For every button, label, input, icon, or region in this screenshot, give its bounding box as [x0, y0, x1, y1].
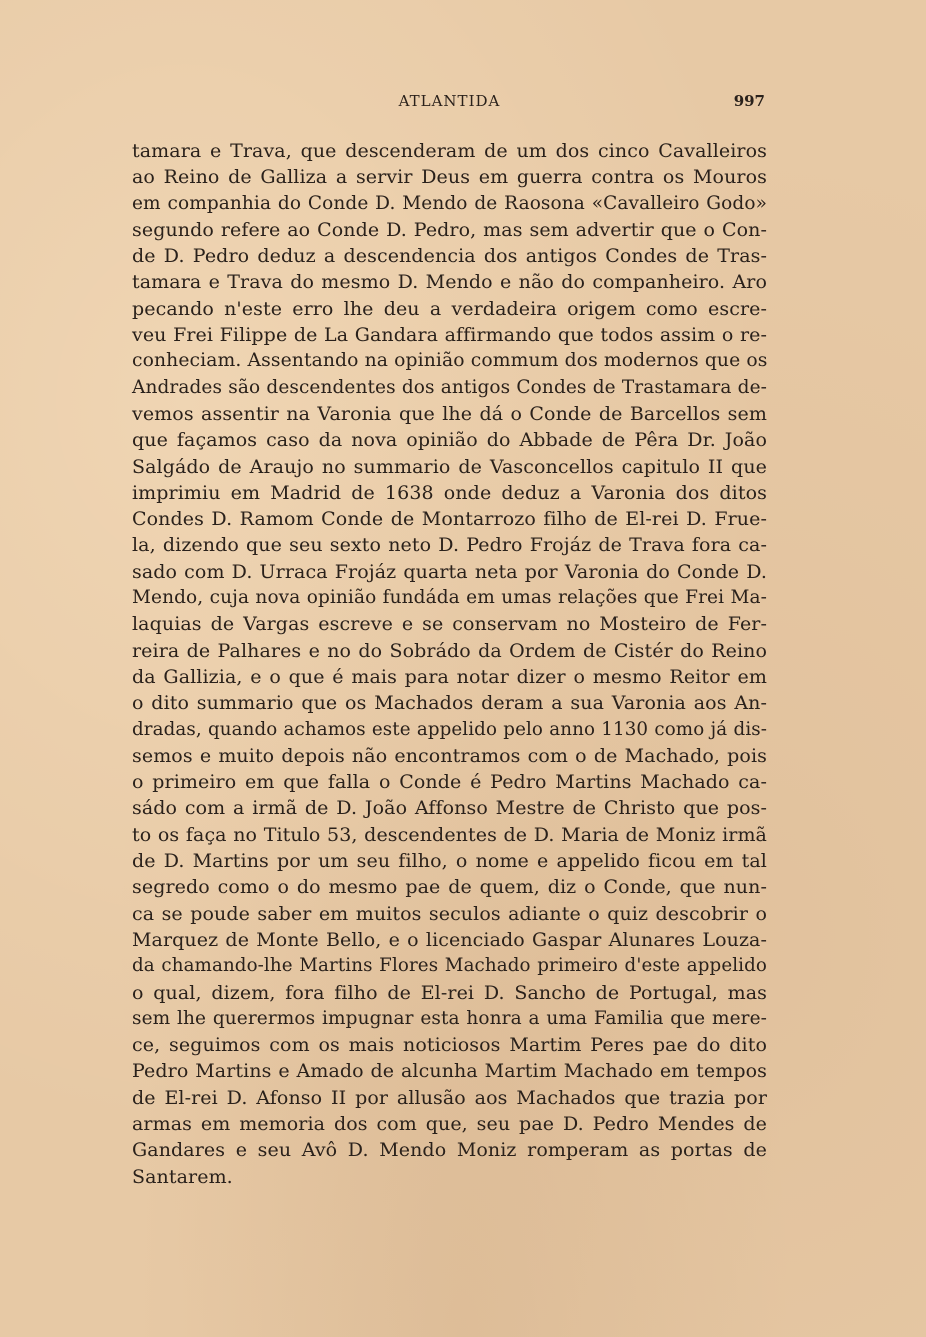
text-line: Andrades são descendentes dos antigos Condes de Trastamara de- [132, 376, 767, 398]
body-text [132, 138, 767, 1190]
text-line: Santarem. [132, 1165, 233, 1188]
text-line: o dito summario que os Machados deram a sua Varonia aos An- [132, 692, 767, 715]
text-line: ao Reino de Galliza a servir Deus em guerra contra os Mouros [132, 166, 767, 189]
text-line: de D. Martins por um seu filho, o nome e appelido ficou em tal [132, 850, 767, 873]
text-line: Marquez de Monte Bello, e o licenciado Gaspar Alunares Louza- [132, 928, 767, 951]
text-line: pecando n'este erro lhe deu a verdadeira origem como escre- [132, 297, 767, 320]
text-line: Pedro Martins e Amado de alcunha Martim Machado em tempos [132, 1060, 767, 1083]
text-line: to os faça no Titulo 53, descendentes de D. Maria de Moniz irmã [132, 823, 767, 846]
text-line: sem lhe querermos impugnar esta honra a uma Familia que mere- [132, 1007, 767, 1029]
running-title: ATLANTIDA [398, 92, 501, 110]
text-line: em companhia do Conde D. Mendo de Raosona «Cavalleiro Godo» [132, 192, 767, 214]
text-line: da Gallizia, e o que é mais para notar dizer o mesmo Reitor em [132, 665, 767, 688]
text-line: segredo como o do mesmo pae de quem, diz o Conde, que nun- [132, 876, 767, 899]
text-line: imprimiu em Madrid de 1638 onde deduz a Varonia dos ditos [132, 481, 767, 504]
text-line: de D. Pedro deduz a descendencia dos antigos Condes de Tras- [132, 245, 767, 268]
text-line: la, dizendo que seu sexto neto D. Pedro Frojáz de Trava fora ca- [132, 534, 767, 557]
text-line: Gandares e seu Avô D. Mendo Moniz romperam as portas de [132, 1139, 767, 1162]
text-line: que façamos caso da nova opinião do Abbade de Pêra Dr. João [132, 429, 767, 452]
text-line: o qual, dizem, fora filho de El-rei D. Sancho de Portugal, mas [132, 981, 767, 1004]
text-line: conheciam. Assentando na opinião commum dos modernos que os [132, 350, 768, 372]
text-line: de El-rei D. Afonso II por allusão aos Machados que trazia por [132, 1086, 767, 1109]
page-number: 997 [733, 92, 765, 110]
text-line: veu Frei Filippe de La Gandara affirmando que todos assim o re- [132, 324, 767, 347]
text-line: sado com D. Urraca Frojáz quarta neta por Varonia do Conde D. [132, 560, 767, 583]
text-line: laquias de Vargas escreve e se conservam no Mosteiro de Fer- [132, 613, 767, 636]
text-line: Mendo, cuja nova opinião fundáda em umas relações que Frei Ma- [132, 587, 767, 609]
text-line: vemos assentir na Varonia que lhe dá o Conde de Barcellos sem [132, 402, 767, 425]
text-line: da chamando-lhe Martins Flores Machado primeiro d'este appelido [132, 955, 767, 977]
text-line: semos e muito depois não encontramos com o de Machado, pois [132, 744, 767, 767]
text-line: tamara e Trava do mesmo D. Mendo e não do companheiro. Aro [132, 271, 767, 294]
text-line: armas em memoria dos com que, seu pae D. Pedro Mendes de [132, 1112, 767, 1135]
text-line: dradas, quando achamos este appelido pelo anno 1130 como já dis- [132, 718, 767, 740]
text-line: ce, seguimos com os mais noticiosos Martim Peres pae do dito [132, 1034, 767, 1057]
text-line: tamara e Trava, que descenderam de um dos cinco Cavalleiros [132, 140, 767, 162]
text-line: Salgádo de Araujo no summario de Vasconcellos capitulo II que [132, 455, 767, 478]
text-line: sádo com a irmã de D. João Affonso Mestre de Christo que pos- [132, 797, 767, 820]
page-header [132, 90, 767, 116]
text-line: reira de Palhares e no do Sobrádo da Ordem de Cistér do Reino [132, 639, 767, 662]
text-line: segundo refere ao Conde D. Pedro, mas sem advertir que o Con- [132, 218, 767, 241]
text-line: ca se poude saber em muitos seculos adiante o quiz descobrir o [132, 902, 767, 925]
text-line: Condes D. Ramom Conde de Montarrozo filho de El-rei D. Frue- [132, 508, 767, 531]
text-line: o primeiro em que falla o Conde é Pedro Martins Machado ca- [132, 771, 767, 794]
